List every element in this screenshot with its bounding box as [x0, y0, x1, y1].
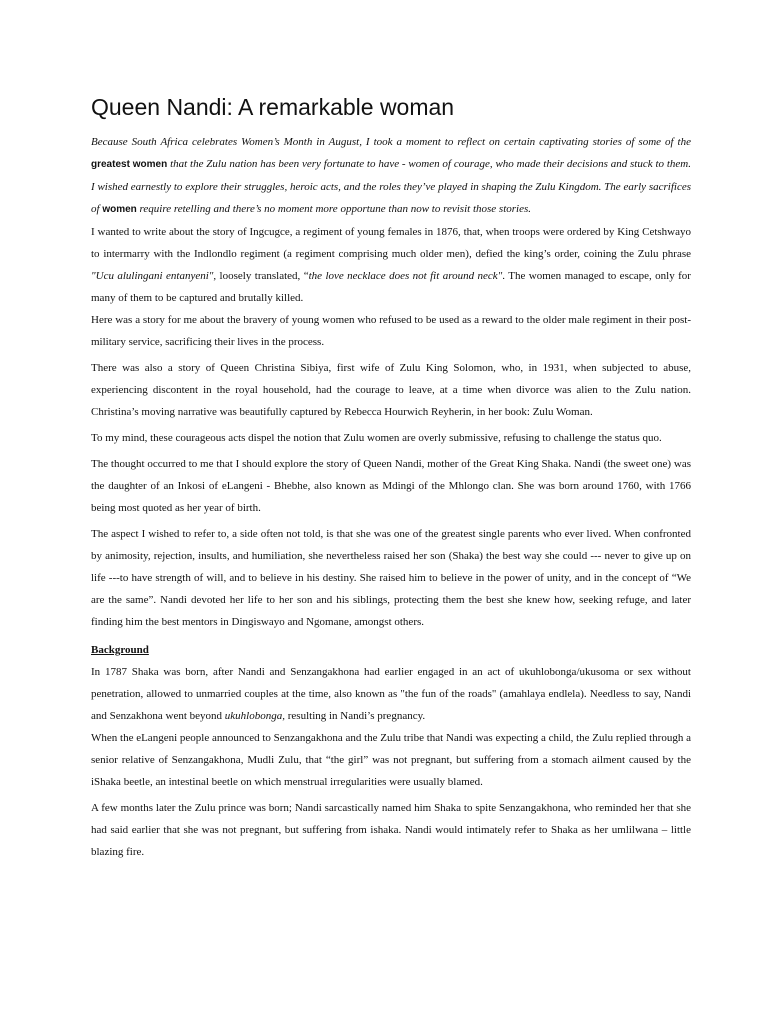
- intro-paragraph: [91, 131, 691, 221]
- p8-text-2: resulting in Nandi’s pregnancy.: [285, 710, 426, 722]
- p8-text-1: In 1787 Shaka was born, after Nandi and Senzangakhona had earlier engaged in an act of ukuhlobonga/ukusoma or sex without penetration, allowed to unmarried couples at the time, also known as "the fun of the roads" (amahlaya endlela). Needless to say, Nandi and Senzakhona went beyond: [91, 666, 691, 722]
- birth-paragraph: [91, 661, 691, 727]
- nandi-intro-paragraph: The thought occurred to me that I should explore the story of Queen Nandi, mother of the Great King Shaka. Nandi (the sweet one) was the daughter of an Inkosi of eLangeni - Bhebhe, also known as Mdingi of the Mhlongo clan. She was born around 1760, with 1766 being most quoted as her year of birth.: [91, 458, 691, 514]
- announcement-paragraph: When the eLangeni people announced to Senzangakhona and the Zulu tribe that Nandi was expecting a child, the Zulu replied through a senior relative of Senzangakhona, Mudli Zulu, that “the girl” was not pregnant, but suffering from a stomach ailment caused by the iShaka beetle, an intestinal beetle on which menstrual irregularities were usually blamed.: [91, 732, 691, 788]
- dispel-notion-paragraph: To my mind, these courageous acts dispel the notion that Zulu women are overly submissive, refusing to challenge the status quo.: [91, 432, 662, 444]
- page-title: Queen Nandi: A remarkable woman: [91, 94, 455, 120]
- naming-paragraph: A few months later the Zulu prince was born; Nandi sarcastically named him Shaka to spite Senzangakhona, who reminded her that she had said earlier that she was not pregnant, but suffering from ishaka. Nandi would intimately refer to Shaka as her umlilwana – little blazing fire.: [91, 802, 691, 858]
- intro-text-3: require retelling and there’s no moment more opportune than now to revisit those stories.: [136, 203, 531, 215]
- christina-paragraph: There was also a story of Queen Christina Sibiya, first wife of Zulu King Solomon, who, in 1931, when subjected to abuse, experiencing discontent in the royal household, had the courage to leave, at a time when divorce was alien to the Zulu nation. Christina’s moving narrative was beautifully captured by Rebecca Hourwich Reyherin, in her book: Zulu Woman.: [91, 362, 691, 418]
- article-body: [91, 131, 691, 863]
- bold-greatest-women: greatest women: [91, 159, 168, 170]
- p2-text-1: I wanted to write about the story of Ingcugce, a regiment of young females in 1876, that, when troops were ordered by King Cetshwayo to intermarry with the Indlondlo regiment (a regiment comprising much older men), defied the king’s order, coining the Zulu phrase: [91, 226, 691, 260]
- p2-text-2: , loosely translated, “: [213, 270, 309, 282]
- ingcugce-paragraph: [91, 221, 691, 309]
- p2-text-3: . The women managed to escape, only for many of them to be captured and brutally killed.: [91, 270, 691, 304]
- single-parent-paragraph: The aspect I wished to refer to, a side often not told, is that she was one of the greatest single parents who ever lived. When confronted by animosity, rejection, insults, and humiliation, she nevertheless raised her son (Shaka) the best way she could --- never to give up on life ---to have strength of will, and to believe in his destiny. She raised him to believe in the power of unity, and in the concept of “We are the same”. Nandi devoted her life to her son and his siblings, protecting them the best she knew how, seeking refuge, and later finding him the best mentors in Dingiswayo and Ngomane, amongst others.: [91, 528, 691, 628]
- intro-text-2: that the Zulu nation has been very fortunate to have - women of courage, who made their decisions and stuck to them. I wished earnestly to explore their struggles, heroic acts, and the roles they’ve played in shaping the Zulu Kingdom. The early sacrifices of: [91, 158, 691, 215]
- phrase-translation: the love necklace does not fit around neck": [308, 270, 503, 282]
- intro-text-1: Because South Africa celebrates Women’s Month in August, I took a moment to reflect on certain captivating stories of some of the: [91, 136, 691, 148]
- bravery-paragraph: Here was a story for me about the bravery of young women who refused to be used as a reward to the older male regiment in their post-military service, sacrificing their lives in the process.: [91, 314, 691, 348]
- ukuhlobonga-term: ukuhlobonga,: [224, 710, 285, 722]
- bold-women: women: [102, 204, 137, 215]
- zulu-phrase: "Ucu alulingani entanyeni": [91, 270, 214, 282]
- background-heading: Background: [91, 644, 149, 656]
